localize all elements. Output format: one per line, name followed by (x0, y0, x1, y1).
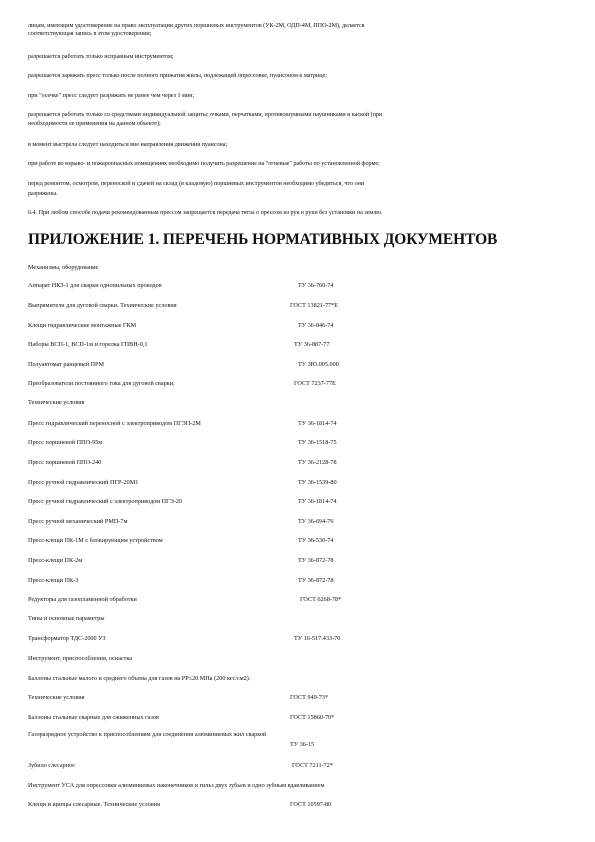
document-code: ГОСТ 6268-78* (300, 596, 342, 603)
table-row (28, 439, 568, 448)
paragraph: 6.4. При любом способе подачи рекомендованным прессом запрещается передача тягла о прессом из рук в руки без установки на землю. (28, 209, 383, 216)
table-row (28, 302, 568, 311)
document-code: ГОСТ 10597-80 (290, 801, 332, 808)
document-name: Редукторы для газопламенной обработки (28, 596, 137, 603)
paragraph: в момент выстрела следует находиться вне направления движения пуансона; (28, 141, 228, 148)
document-code: ТУ 36-15 (290, 741, 315, 748)
document-name: Выпрямители для дуговой сварки. Технические условия (28, 302, 177, 309)
document-name: Пресс ручной гидравлический ПГР-20М1 (28, 479, 139, 486)
table-row (28, 714, 568, 723)
document-name: Пресс-клещи ПК-1М с блокирующим устройством (28, 537, 163, 544)
document-code: ТУ 16-517.433-70 (294, 635, 341, 642)
document-name: Клещи гидравлические монтажные ГКМ (28, 322, 137, 329)
table-row (28, 380, 568, 389)
document-name: Баллоны стальные сварные для сжиженных газов (28, 714, 159, 721)
table-row (28, 577, 568, 586)
appendix-title: ПРИЛОЖЕНИЕ 1. ПЕРЕЧЕНЬ НОРМАТИВНЫХ ДОКУМЕНТОВ (28, 231, 498, 248)
document-name: Полуавтомат ранцевый ПРМ (28, 361, 104, 368)
document-code: ГОСТ 13821-77*Е (290, 302, 339, 309)
document-name: Преобразователи постоянного тока для дуговой сварки. (28, 380, 175, 387)
document-code: ТУ 36-760-74 (298, 282, 334, 289)
table-row (28, 361, 568, 370)
table-row (28, 762, 568, 771)
paragraph: лицам, имеющим удостоверение на право эксплуатации других поршневых инструментов (УК-2М, ОДП-4М, ППО-2М), делается (28, 22, 365, 29)
table-row (28, 518, 568, 527)
document-name: Пресс гидравлический переносной с электроприводом ПГЭП-2М (28, 420, 201, 427)
section-heading: Баллоны стальные малого и среднего объема для газов на PP≤20 МПа (200 кгс/см2). (28, 675, 251, 682)
document-name: Пресс ручной механический РМП-7м (28, 518, 128, 525)
document-name: Пресс ручной гидравлический с электроприводом ПГЭ-20 (28, 498, 183, 505)
table-row (28, 282, 568, 291)
table-row (28, 537, 568, 546)
table-row (28, 596, 568, 605)
document-code: ТУ 36-872-78 (298, 557, 334, 564)
paragraph: необходимости ее применения на данном объекте); (28, 120, 161, 127)
document-name: Наборы ВСП-1, ВСП-1м и горелка ГПВН-0,1 (28, 341, 148, 348)
paragraph: при работе во взрыво- и пожароопасных помещениях необходимо получить разрешение на "огневые" работы по установленной форме; (28, 160, 380, 167)
document-name: Пресс поршневой ППО-240 (28, 459, 102, 466)
document-name: Пресс-клещи ПК-3 (28, 577, 79, 584)
table-row (28, 322, 568, 331)
section-heading: Технические условия (28, 399, 85, 406)
document-code: ТУ 36-887-77 (294, 341, 330, 348)
table-row (28, 341, 568, 350)
document-code: ТУ ЗЮ.005.000 (298, 361, 339, 368)
paragraph: разряжены. (28, 190, 58, 197)
document-code: ТУ 36-1539-80 (298, 479, 337, 486)
document-name: Пресс поршневой ППО-95м (28, 439, 103, 446)
paragraph: разрешается работать только со средствами индивидуальной защиты: очками, перчатками, противошумными наушниками и каской (при (28, 111, 383, 118)
document-name: Технические условия (28, 694, 85, 701)
document-name: Зубило слесарное (28, 762, 75, 769)
document-code: ГОСТ 949-73* (290, 694, 329, 701)
section-heading: Типы и основные параметры (28, 615, 105, 622)
document-code: ТУ 36-1814-74 (298, 498, 337, 505)
table-row (28, 635, 568, 644)
table-row (28, 420, 568, 429)
document-name: Трансформатор ТДС-2000 УЗ (28, 635, 106, 642)
table-row (28, 694, 568, 703)
document-code: ТУ 36-846-74 (298, 322, 334, 329)
document-name: Пресс-клещи ПК-2м (28, 557, 83, 564)
document-code: ТУ 36-1518-75 (298, 439, 337, 446)
paragraph: при "осечке" пресс следует разряжать не ранее чем через 1 мин; (28, 92, 195, 99)
table-row (28, 557, 568, 566)
table-row (28, 498, 568, 507)
document-code: ТУ 36-694-76 (298, 518, 334, 525)
paragraph: разрешается работать только исправным инструментом; (28, 53, 174, 60)
table-row (28, 731, 568, 749)
document-code: ТУ 36-2128-78 (298, 459, 337, 466)
paragraph: перед ремонтом, осмотром, переноской и сдачей на склад (в кладовую) поршневых инструментов необходимо убедиться, что они (28, 180, 365, 187)
section-heading: Инструмент, приспособления, оснастка (28, 655, 133, 662)
document-code: ТУ 36-1814-74 (298, 420, 337, 427)
document-code: ТУ 36-530-74 (298, 537, 334, 544)
document-name: Клещи и щипцы слесарные. Технические условия (28, 801, 160, 808)
table-row (28, 479, 568, 488)
document-name: Аппарат НКЗ-1 для сварки однопильных проводов (28, 282, 162, 289)
table-row (28, 801, 568, 810)
document-code: ГОСТ 7211-72* (292, 762, 333, 769)
document-code: ТУ 36-872-78 (298, 577, 334, 584)
paragraph: разрешается заряжать пресс только после полного прижатия жилы, подлежащей опрессовке, пуансоном к матрице; (28, 72, 327, 79)
table-row (28, 459, 568, 468)
document-code: ГОСТ 15860-70* (290, 714, 335, 721)
document-code: ГОСТ 7237-77Е (294, 380, 336, 387)
paragraph: соответствующая запись в этом удостоверении; (28, 30, 152, 37)
section-heading: Инструмент УСА для опрессовки алюминиевых наконечников и гильз двух зубьев и одно зубным вдавливанием (28, 782, 325, 789)
document-name: Газоразрядное устройство к приспособлениям для соединения алюминиевых жил сваркой (28, 731, 267, 738)
section-heading: Механизмы, оборудование (28, 264, 99, 271)
